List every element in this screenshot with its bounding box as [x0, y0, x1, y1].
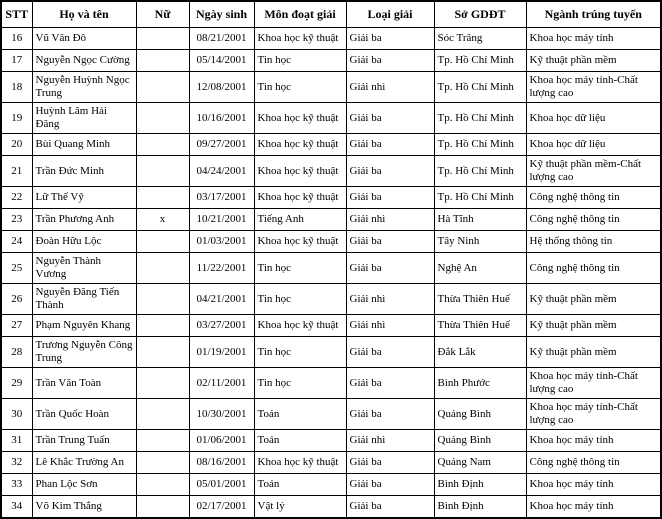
cell-prize: Giải ba — [346, 253, 434, 284]
cell-dob: 10/21/2001 — [189, 209, 254, 231]
cell-major: Khoa học máy tính-Chất lượng cao — [526, 368, 661, 399]
cell-major: Kỹ thuật phần mềm-Chất lượng cao — [526, 156, 661, 187]
cell-name: Trần Đức Minh — [32, 156, 136, 187]
cell-stt: 16 — [1, 28, 32, 50]
cell-dob: 02/17/2001 — [189, 496, 254, 518]
cell-subject: Khoa học kỹ thuật — [254, 156, 346, 187]
cell-prize: Giải ba — [346, 474, 434, 496]
cell-dept: Tp. Hồ Chí Minh — [434, 134, 526, 156]
cell-major: Khoa học máy tính-Chất lượng cao — [526, 72, 661, 103]
cell-subject: Khoa học kỹ thuật — [254, 103, 346, 134]
cell-nu — [136, 134, 189, 156]
cell-name: Phan Lộc Sơn — [32, 474, 136, 496]
cell-nu — [136, 28, 189, 50]
cell-nu — [136, 50, 189, 72]
cell-name: Vũ Văn Đô — [32, 28, 136, 50]
cell-dept: Tây Ninh — [434, 231, 526, 253]
cell-dob: 01/03/2001 — [189, 231, 254, 253]
cell-prize: Giải ba — [346, 156, 434, 187]
cell-nu — [136, 315, 189, 337]
cell-nu — [136, 72, 189, 103]
table-body — [1, 28, 661, 518]
header-dob: Ngày sinh — [189, 1, 254, 28]
cell-major: Công nghệ thông tin — [526, 209, 661, 231]
cell-stt: 24 — [1, 231, 32, 253]
cell-nu — [136, 103, 189, 134]
cell-nu — [136, 253, 189, 284]
cell-name: Trần Quốc Hoàn — [32, 399, 136, 430]
cell-dept: Quảng Bình — [434, 399, 526, 430]
table-row — [1, 72, 661, 103]
cell-stt: 17 — [1, 50, 32, 72]
cell-dept: Hà Tĩnh — [434, 209, 526, 231]
cell-name: Đoàn Hữu Lộc — [32, 231, 136, 253]
header-row — [1, 1, 661, 28]
table-row — [1, 284, 661, 315]
table-row — [1, 399, 661, 430]
cell-dept: Sóc Trăng — [434, 28, 526, 50]
cell-stt: 31 — [1, 430, 32, 452]
cell-nu — [136, 496, 189, 518]
table-row — [1, 209, 661, 231]
table-row — [1, 231, 661, 253]
header-subject: Môn đoạt giải — [254, 1, 346, 28]
cell-dob: 01/06/2001 — [189, 430, 254, 452]
cell-subject: Toán — [254, 430, 346, 452]
cell-name: Lê Khắc Trường An — [32, 452, 136, 474]
cell-nu — [136, 399, 189, 430]
cell-dept: Tp. Hồ Chí Minh — [434, 103, 526, 134]
cell-prize: Giải ba — [346, 28, 434, 50]
cell-dept: Thừa Thiên Huế — [434, 315, 526, 337]
cell-stt: 21 — [1, 156, 32, 187]
table-row — [1, 368, 661, 399]
cell-subject: Tiếng Anh — [254, 209, 346, 231]
cell-subject: Tin học — [254, 50, 346, 72]
cell-stt: 23 — [1, 209, 32, 231]
cell-nu — [136, 430, 189, 452]
cell-nu — [136, 187, 189, 209]
cell-nu — [136, 231, 189, 253]
cell-prize: Giải ba — [346, 231, 434, 253]
cell-subject: Khoa học kỹ thuật — [254, 187, 346, 209]
cell-prize: Giải nhì — [346, 284, 434, 315]
cell-prize: Giải ba — [346, 50, 434, 72]
cell-stt: 25 — [1, 253, 32, 284]
cell-prize: Giải nhì — [346, 209, 434, 231]
cell-subject: Khoa học kỹ thuật — [254, 28, 346, 50]
header-dept: Sở GDĐT — [434, 1, 526, 28]
cell-major: Công nghệ thông tin — [526, 187, 661, 209]
cell-prize: Giải nhì — [346, 72, 434, 103]
cell-prize: Giải nhì — [346, 430, 434, 452]
cell-nu — [136, 284, 189, 315]
cell-dob: 03/27/2001 — [189, 315, 254, 337]
cell-subject: Khoa học kỹ thuật — [254, 231, 346, 253]
cell-stt: 22 — [1, 187, 32, 209]
cell-dob: 09/27/2001 — [189, 134, 254, 156]
cell-stt: 32 — [1, 452, 32, 474]
cell-name: Phạm Nguyên Khang — [32, 315, 136, 337]
cell-prize: Giải ba — [346, 134, 434, 156]
cell-dob: 10/30/2001 — [189, 399, 254, 430]
cell-dob: 12/08/2001 — [189, 72, 254, 103]
table-row — [1, 103, 661, 134]
cell-major: Khoa học dữ liệu — [526, 134, 661, 156]
cell-subject: Khoa học kỹ thuật — [254, 452, 346, 474]
cell-nu — [136, 156, 189, 187]
cell-nu: x — [136, 209, 189, 231]
cell-prize: Giải ba — [346, 337, 434, 368]
cell-dept: Bình Định — [434, 496, 526, 518]
table-row — [1, 337, 661, 368]
cell-name: Trần Trung Tuấn — [32, 430, 136, 452]
cell-dept: Bình Định — [434, 474, 526, 496]
cell-stt: 26 — [1, 284, 32, 315]
cell-dob: 10/16/2001 — [189, 103, 254, 134]
cell-name: Nguyễn Thành Vương — [32, 253, 136, 284]
table-row — [1, 187, 661, 209]
cell-nu — [136, 474, 189, 496]
cell-subject: Tin học — [254, 337, 346, 368]
cell-major: Khoa học dữ liệu — [526, 103, 661, 134]
cell-subject: Khoa học kỹ thuật — [254, 134, 346, 156]
cell-dept: Đắk Lắk — [434, 337, 526, 368]
table-row — [1, 452, 661, 474]
cell-dob: 04/21/2001 — [189, 284, 254, 315]
cell-subject: Vật lý — [254, 496, 346, 518]
cell-prize: Giải ba — [346, 496, 434, 518]
cell-dept: Nghệ An — [434, 253, 526, 284]
cell-stt: 30 — [1, 399, 32, 430]
cell-nu — [136, 368, 189, 399]
cell-prize: Giải nhì — [346, 315, 434, 337]
cell-nu — [136, 337, 189, 368]
cell-prize: Giải ba — [346, 399, 434, 430]
cell-dob: 03/17/2001 — [189, 187, 254, 209]
table-row — [1, 134, 661, 156]
cell-major: Khoa học máy tính — [526, 496, 661, 518]
table-header — [1, 1, 661, 28]
cell-dept: Bình Phước — [434, 368, 526, 399]
cell-stt: 28 — [1, 337, 32, 368]
table-row — [1, 496, 661, 518]
cell-dob: 08/21/2001 — [189, 28, 254, 50]
header-name: Họ và tên — [32, 1, 136, 28]
cell-subject: Tin học — [254, 284, 346, 315]
table-row — [1, 315, 661, 337]
cell-subject: Tin học — [254, 253, 346, 284]
cell-major: Công nghệ thông tin — [526, 452, 661, 474]
cell-name: Trần Văn Toàn — [32, 368, 136, 399]
table-row — [1, 28, 661, 50]
header-prize: Loại giải — [346, 1, 434, 28]
table-row — [1, 253, 661, 284]
cell-dob: 04/24/2001 — [189, 156, 254, 187]
cell-dob: 02/11/2001 — [189, 368, 254, 399]
cell-name: Trương Nguyễn Công Trung — [32, 337, 136, 368]
cell-major: Khoa học máy tính-Chất lượng cao — [526, 399, 661, 430]
header-stt: STT — [1, 1, 32, 28]
cell-dob: 08/16/2001 — [189, 452, 254, 474]
cell-stt: 20 — [1, 134, 32, 156]
table-row — [1, 474, 661, 496]
cell-stt: 18 — [1, 72, 32, 103]
table-row — [1, 50, 661, 72]
cell-major: Kỹ thuật phần mềm — [526, 50, 661, 72]
cell-name: Huỳnh Lâm Hải Đăng — [32, 103, 136, 134]
cell-major: Công nghệ thông tin — [526, 253, 661, 284]
cell-prize: Giải ba — [346, 368, 434, 399]
cell-dept: Tp. Hồ Chí Minh — [434, 156, 526, 187]
cell-dept: Quảng Bình — [434, 430, 526, 452]
cell-name: Trần Phương Anh — [32, 209, 136, 231]
cell-dob: 01/19/2001 — [189, 337, 254, 368]
cell-major: Khoa học máy tính — [526, 430, 661, 452]
header-major: Ngành trúng tuyển — [526, 1, 661, 28]
cell-dept: Thừa Thiên Huế — [434, 284, 526, 315]
cell-name: Bùi Quang Minh — [32, 134, 136, 156]
cell-major: Hệ thống thông tin — [526, 231, 661, 253]
cell-subject: Tin học — [254, 368, 346, 399]
cell-major: Khoa học máy tính — [526, 474, 661, 496]
cell-stt: 27 — [1, 315, 32, 337]
header-nu: Nữ — [136, 1, 189, 28]
cell-stt: 19 — [1, 103, 32, 134]
cell-name: Lữ Thế Vỹ — [32, 187, 136, 209]
cell-prize: Giải ba — [346, 452, 434, 474]
cell-name: Nguyễn Huỳnh Ngọc Trung — [32, 72, 136, 103]
cell-prize: Giải ba — [346, 187, 434, 209]
cell-prize: Giải ba — [346, 103, 434, 134]
cell-dob: 11/22/2001 — [189, 253, 254, 284]
cell-dob: 05/14/2001 — [189, 50, 254, 72]
cell-name: Nguyễn Ngọc Cường — [32, 50, 136, 72]
cell-subject: Khoa học kỹ thuật — [254, 315, 346, 337]
cell-stt: 29 — [1, 368, 32, 399]
cell-subject: Tin học — [254, 72, 346, 103]
cell-stt: 34 — [1, 496, 32, 518]
cell-subject: Toán — [254, 474, 346, 496]
cell-major: Kỹ thuật phần mềm — [526, 284, 661, 315]
cell-name: Võ Kim Thắng — [32, 496, 136, 518]
cell-nu — [136, 452, 189, 474]
cell-major: Khoa học máy tính — [526, 28, 661, 50]
cell-dob: 05/01/2001 — [189, 474, 254, 496]
cell-dept: Tp. Hồ Chí Minh — [434, 50, 526, 72]
cell-major: Kỹ thuật phần mềm — [526, 315, 661, 337]
table-row — [1, 430, 661, 452]
table-row — [1, 156, 661, 187]
cell-major: Kỹ thuật phần mềm — [526, 337, 661, 368]
cell-name: Nguyễn Đăng Tiến Thành — [32, 284, 136, 315]
cell-dept: Tp. Hồ Chí Minh — [434, 72, 526, 103]
cell-stt: 33 — [1, 474, 32, 496]
cell-dept: Tp. Hồ Chí Minh — [434, 187, 526, 209]
cell-subject: Toán — [254, 399, 346, 430]
cell-dept: Quảng Nam — [434, 452, 526, 474]
